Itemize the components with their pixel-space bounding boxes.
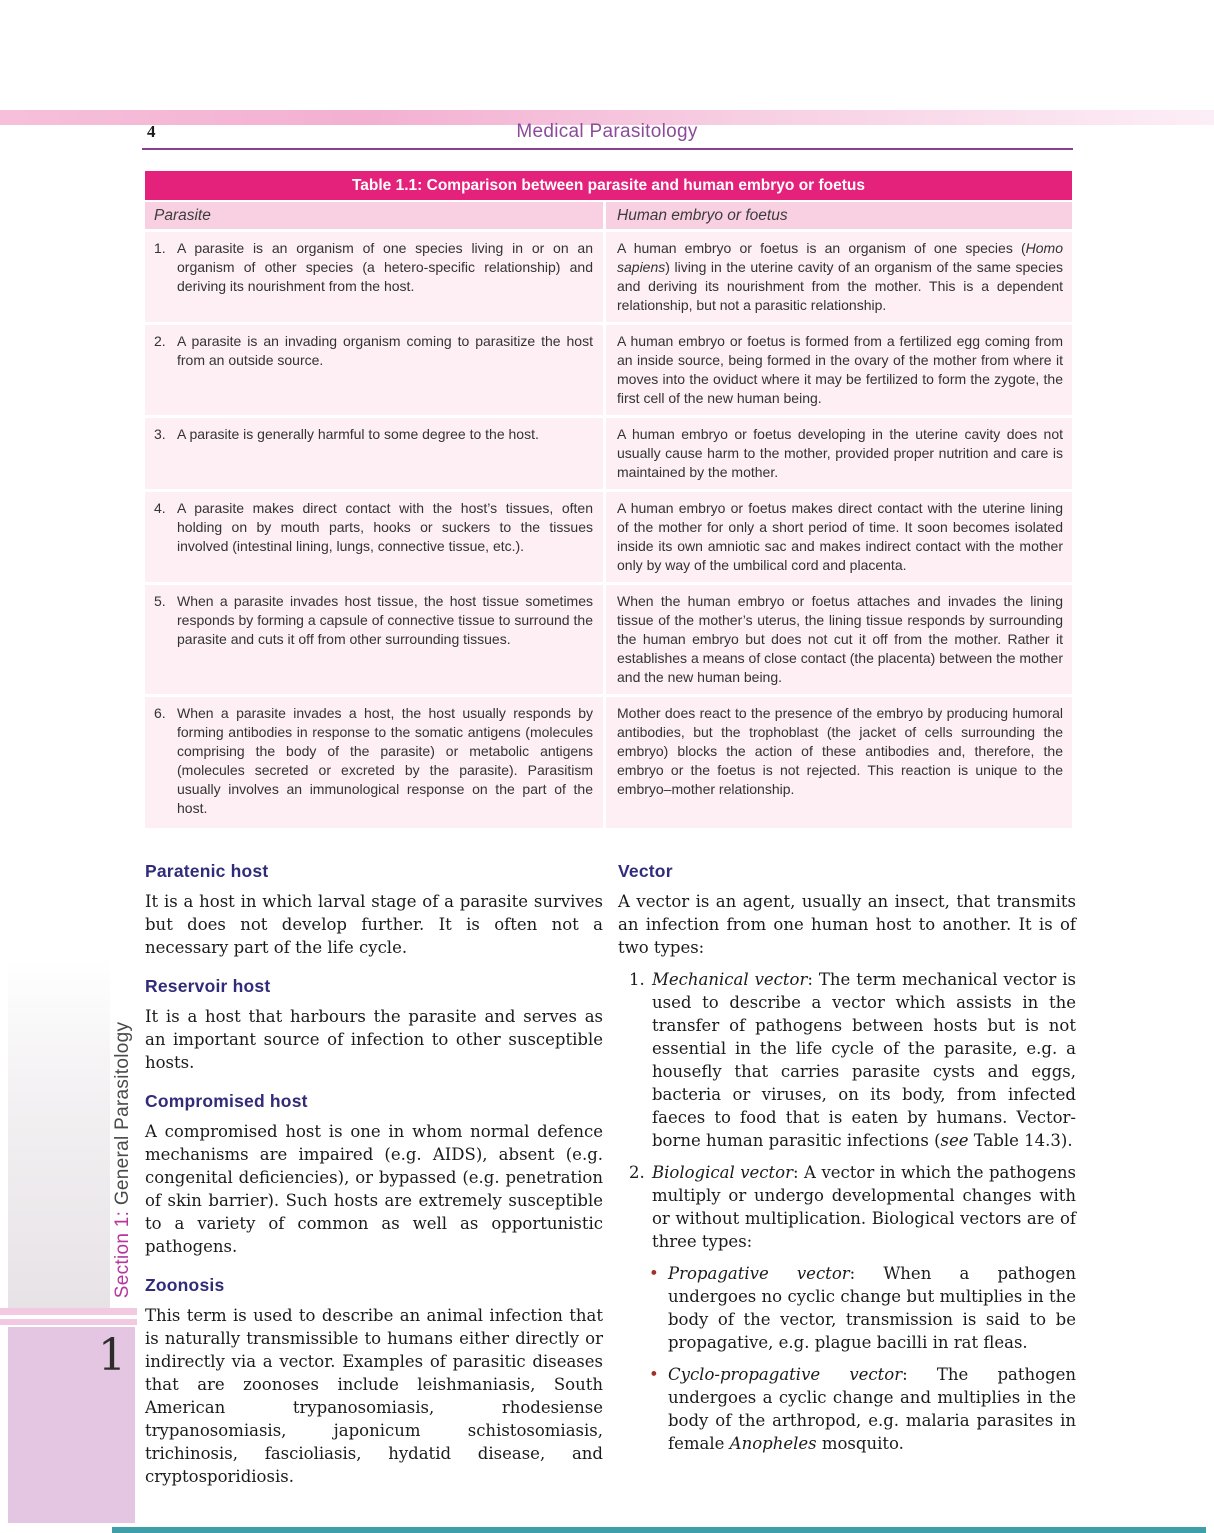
- right-text-column: [618, 860, 1076, 1455]
- comparison-table: [145, 171, 1072, 828]
- parasite-cell: [145, 418, 606, 489]
- row-number: 6.: [154, 705, 166, 721]
- parasite-text: When a parasite invades a host, the host usually responds by forming antibodies in response to the somatic antigens (molecules comprising the body of the parasite) or metabolic antigens (molecules secreted or excreted by the parasite). Parasitism usually involves an immunological response on the part of the host.: [177, 705, 593, 816]
- bullet-icon: •: [649, 1264, 659, 1283]
- column-header-parasite: Parasite: [145, 202, 606, 229]
- column-header-embryo: Human embryo or foetus: [617, 207, 788, 224]
- header-rule: [142, 148, 1073, 150]
- pink-stripe: [0, 1319, 137, 1325]
- table-header-row: [145, 200, 1072, 229]
- page-number: 4: [147, 122, 156, 141]
- table-row: [145, 322, 1072, 415]
- section-heading-compromised-host: Compromised host: [145, 1091, 308, 1111]
- parasite-cell: [145, 697, 606, 828]
- parasite-cell: [145, 492, 606, 582]
- parasite-text: A parasite is generally harmful to some degree to the host.: [177, 426, 539, 442]
- embryo-cell: When the human embryo or foetus attaches and invades the lining tissue of the mother’s uterus, the lining tissue responds by surrounding the human embryo but does not cut it off from the mother. Rather it establishes a means of close contact (the placenta) between the mother and the new human being.: [617, 593, 1063, 685]
- embryo-cell: A human embryo or foetus developing in the uterine cavity does not usually cause harm to the mother, provided proper nutrition and care is maintained by the mother.: [617, 426, 1063, 480]
- section-heading-vector: Vector: [618, 861, 673, 881]
- running-head: Medical Parasitology: [516, 121, 698, 142]
- parasite-cell: [145, 325, 606, 415]
- embryo-cell: A human embryo or foetus is formed from a fertilized egg coming from an inside source, being formed in the ovary of the mother from where it moves into the oviduct where it may be fertilized to form the zygote, the first cell of the new human being.: [617, 333, 1063, 406]
- parasite-cell: [145, 585, 606, 694]
- pink-stripe: [0, 1308, 137, 1315]
- section-paragraph: This term is used to describe an animal infection that is naturally transmissible to humans either directly or indirectly via a vector. Examples of parasitic diseases that are zoonoses include leishmaniasis, South American trypanosomiasis, rhodesiense trypanosomiasis, japonicum schistosomiasis, trichinosis, fascioliasis, hydatid disease, and cryptosporidiosis.: [145, 1306, 603, 1486]
- section-heading-zoonosis: Zoonosis: [145, 1275, 225, 1295]
- section-heading-paratenic-host: Paratenic host: [145, 861, 269, 881]
- sidebar-section-label: [112, 1022, 134, 1299]
- row-number: 4.: [154, 500, 166, 516]
- row-number: 5.: [154, 593, 166, 609]
- row-number: 3.: [154, 426, 166, 442]
- list-item-biological-vector: [618, 1161, 1076, 1253]
- left-text-column: [145, 860, 603, 1488]
- parasite-text: A parasite is an organism of one species living in or on an organism of other species (a hetero-specific relationship) and deriving its nourishment from the host.: [177, 240, 593, 294]
- section-paragraph: It is a host in which larval stage of a parasite survives but does not develop further. It is often not a necessary part of the life cycle.: [145, 892, 603, 957]
- table-row: [145, 694, 1072, 828]
- table-title: Table 1.1: Comparison between parasite and human embryo or foetus: [145, 171, 1072, 200]
- embryo-cell: Mother does react to the presence of the embryo by producing humoral antibodies, but the trophoblast (the jacket of cells surrounding the embryo) blocks the action of these antibodies and, therefore, the embryo or the foetus is not rejected. This reaction is unique to the embryo–mother relationship.: [617, 705, 1063, 797]
- list-item-text: Biological vector: A vector in which the pathogens multiply or undergo developmental changes with or without multiplication. Biological vectors are of three types:: [652, 1163, 1077, 1251]
- chapter-number: 1: [98, 1330, 126, 1381]
- table-row: [145, 582, 1072, 694]
- sidebar-section-title: General Parasitology: [112, 1021, 133, 1206]
- chapter-tab: [8, 1327, 135, 1523]
- parasite-text: A parasite makes direct contact with the host’s tissues, often holding on by mouth parts, hooks or suckers to the tissues involved (intestinal lining, lungs, connective tissue, etc.).: [177, 500, 593, 554]
- list-number: 2.: [629, 1163, 645, 1182]
- list-item-text: Mechanical vector: The term mechanical vector is used to describe a vector which assists in the transfer of pathogens between hosts but is not essential in the life cycle of the parasite, e.g. a housefly that carries parasite cysts and eggs, bacteria or viruses, on its body, from infected faeces to food that is eaten by humans. Vector-borne human parasitic infections (see Table 14.3).: [652, 970, 1076, 1150]
- bullet-item-propagative-vector: [618, 1262, 1076, 1354]
- parasite-text: When a parasite invades host tissue, the host tissue sometimes responds by forming a capsule of connective tissue to surround the parasite and cuts it off from other surrounding tissues.: [177, 593, 593, 647]
- bullet-icon: •: [649, 1365, 659, 1384]
- row-number: 1.: [154, 240, 166, 256]
- table-row: [145, 489, 1072, 582]
- list-item-mechanical-vector: [618, 968, 1076, 1152]
- parasite-text: A parasite is an invading organism coming to parasitize the host from an outside source.: [177, 333, 593, 368]
- list-number: 1.: [629, 970, 645, 989]
- section-paragraph: It is a host that harbours the parasite and serves as an important source of infection to other susceptible hosts.: [145, 1007, 603, 1072]
- embryo-cell: A human embryo or foetus makes direct contact with the uterine lining of the mother for only a short period of time. It soon becomes isolated inside its own amniotic sac and makes indirect contact with the mother only by way of the umbilical cord and placenta.: [617, 500, 1063, 573]
- sidebar-gray-panel: [8, 958, 110, 1310]
- section-paragraph: A vector is an agent, usually an insect, that transmits an infection from one human host to another. It is of two types:: [618, 892, 1076, 957]
- bullet-item-text: Cyclo-propagative vector: The pathogen undergoes a cyclic change and multiplies in the body of the arthropod, e.g. malaria parasites in female Anopheles mosquito.: [668, 1365, 1076, 1453]
- sidebar-section-number: Section 1:: [112, 1205, 133, 1299]
- table-row: [145, 229, 1072, 322]
- table-row: [145, 415, 1072, 489]
- parasite-cell: [145, 232, 606, 322]
- bullet-item-cyclo-propagative-vector: [618, 1363, 1076, 1455]
- bottom-rule: [112, 1527, 1206, 1533]
- embryo-cell: A human embryo or foetus is an organism of one species (Homo sapiens) living in the uterine cavity of an organism of the same species and deriving its nourishment from the mother. This is a dependent relationship, but not a parasitic relationship.: [617, 240, 1063, 313]
- section-heading-reservoir-host: Reservoir host: [145, 976, 271, 996]
- section-paragraph: A compromised host is one in whom normal defence mechanisms are impaired (e.g. AIDS), absent (e.g. congenital deficiencies), or bypassed (e.g. penetration of skin barrier). Such hosts are extremely susceptible to a variety of common as well as opportunistic pathogens.: [145, 1122, 603, 1256]
- bullet-item-text: Propagative vector: When a pathogen undergoes no cyclic change but multiplies in the body of the vector, transmission is said to be propagative, e.g. plague bacilli in rat fleas.: [668, 1264, 1076, 1352]
- row-number: 2.: [154, 333, 166, 349]
